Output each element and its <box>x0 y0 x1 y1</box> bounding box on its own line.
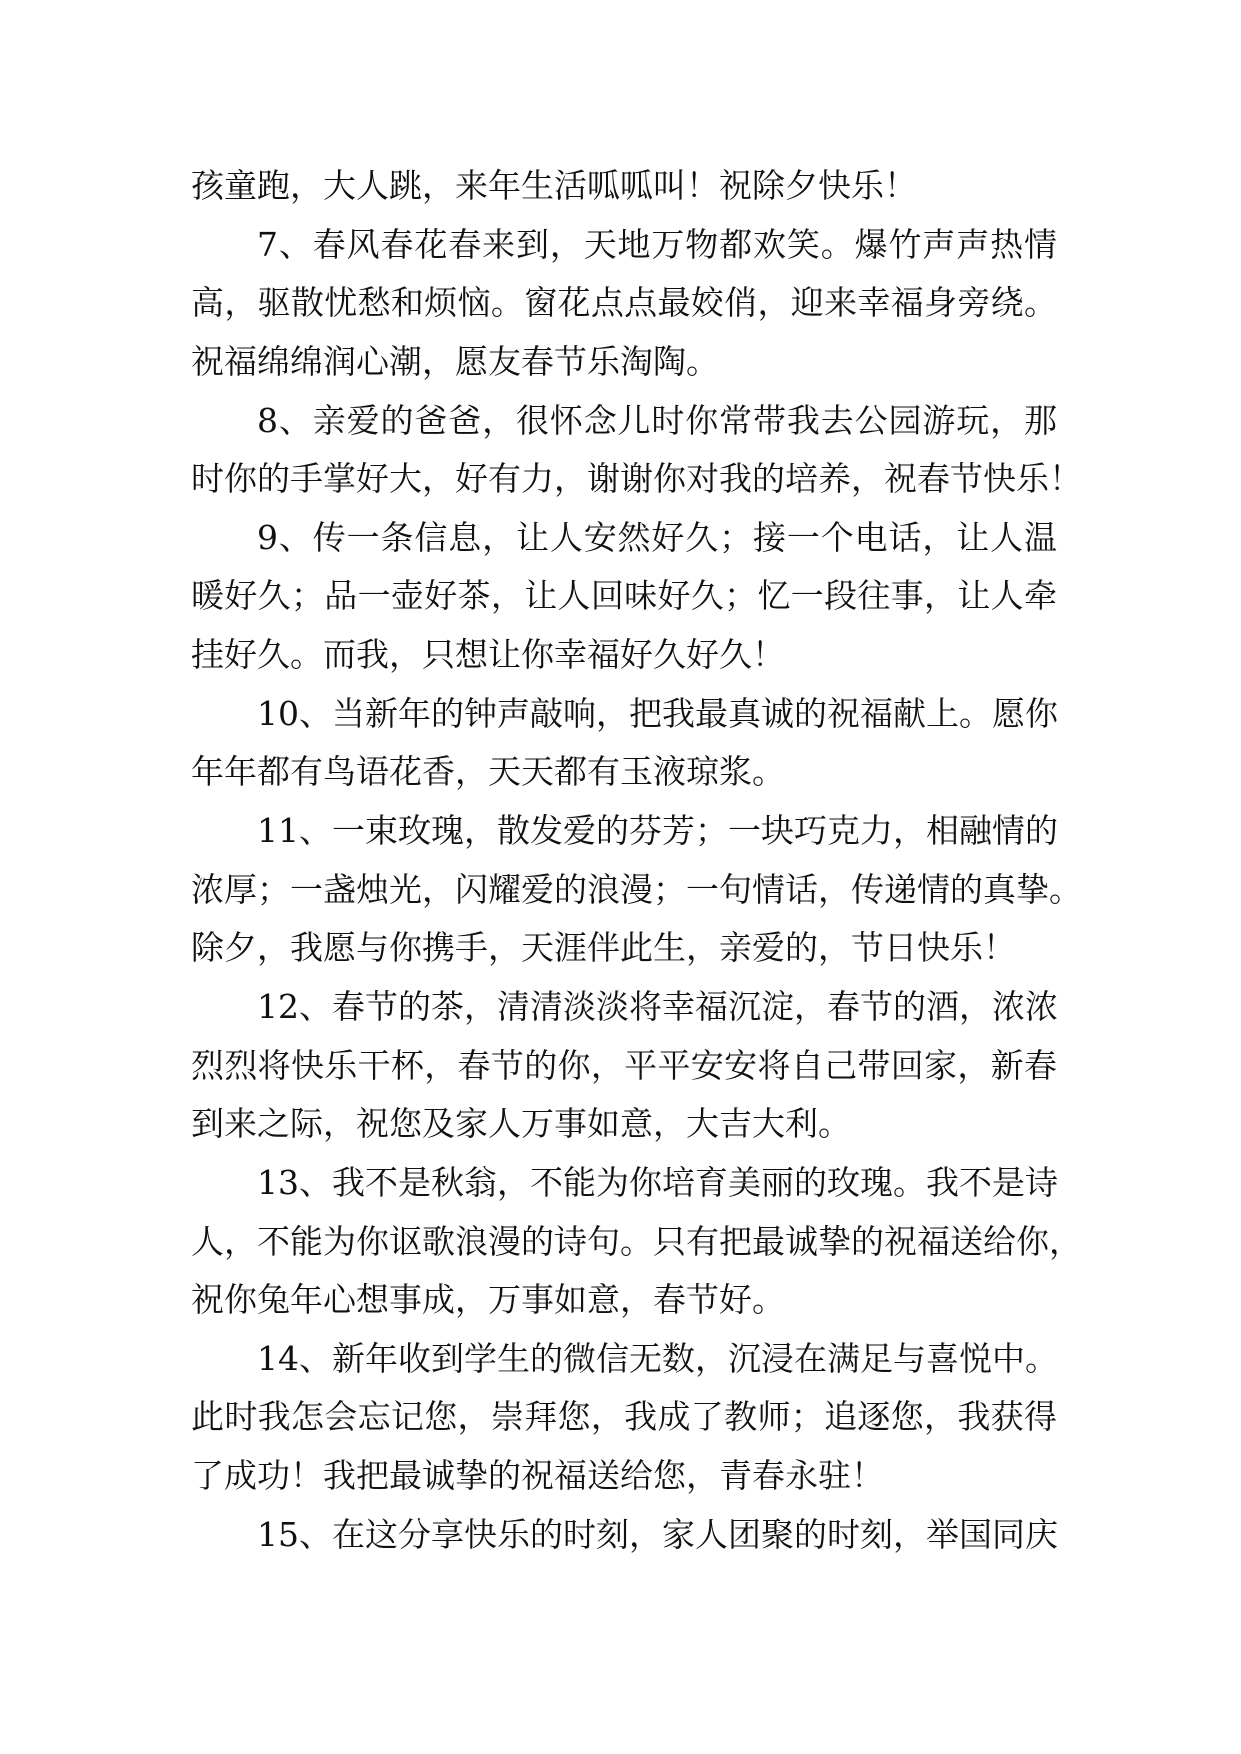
text-line: 人，不能为你讴歌浪漫的诗句。只有把最诚挚的祝福送给你， <box>191 1221 1082 1261</box>
text-line: 10、当新年的钟声敲响，把我最真诚的祝福献上。愿你 <box>257 693 1058 733</box>
text-line: 到来之际，祝您及家人万事如意，大吉大利。 <box>191 1104 851 1144</box>
paragraph-12 <box>191 978 1057 1154</box>
paragraph-7 <box>191 216 1057 392</box>
text-line: 除夕，我愿与你携手，天涯伴此生，亲爱的，节日快乐！ <box>191 928 1016 968</box>
paragraph-14 <box>191 1330 1057 1506</box>
body-text <box>191 157 1082 1564</box>
text-line: 烈烈将快乐干杯，春节的你，平平安安将自己带回家，新春 <box>191 1045 1057 1085</box>
paragraph-8 <box>191 392 1082 509</box>
text-line: 了成功！我把最诚挚的祝福送给您，青春永驻！ <box>191 1456 884 1496</box>
text-line: 年年都有鸟语花香，天天都有玉液琼浆。 <box>191 752 785 792</box>
text-line: 8、亲爱的爸爸，很怀念儿时你常带我去公园游玩，那 <box>257 400 1057 440</box>
text-line: 12、春节的茶，清清淡淡将幸福沉淀，春节的酒，浓浓 <box>257 986 1058 1026</box>
text-line: 9、传一条信息，让人安然好久；接一个电话，让人温 <box>257 517 1057 557</box>
paragraph-15 <box>191 1506 1057 1565</box>
text-line: 挂好久。而我，只想让你幸福好久好久！ <box>191 635 785 675</box>
text-line: 13、我不是秋翁，不能为你培育美丽的玫瑰。我不是诗 <box>257 1162 1058 1202</box>
text-line: 祝你兔年心想事成，万事如意，春节好。 <box>191 1280 785 1320</box>
paragraph-continuation <box>191 157 1057 216</box>
paragraph-9 <box>191 509 1057 685</box>
text-line: 时你的手掌好大，好有力，谢谢你对我的培养，祝春节快乐！ <box>191 459 1082 499</box>
text-line: 高，驱散忧愁和烦恼。窗花点点最姣俏，迎来幸福身旁绕。 <box>191 283 1057 323</box>
text-line: 14、新年收到学生的微信无数，沉浸在满足与喜悦中。 <box>257 1338 1058 1378</box>
paragraph-10 <box>191 685 1057 802</box>
text-line: 浓厚；一盏烛光，闪耀爱的浪漫；一句情话，传递情的真挚。 <box>191 869 1082 909</box>
text-line: 此时我怎会忘记您，崇拜您，我成了教师；追逐您，我获得 <box>191 1397 1057 1437</box>
paragraph-13 <box>191 1154 1082 1330</box>
text-line: 祝福绵绵润心潮，愿友春节乐淘陶。 <box>191 341 719 381</box>
text-line: 暖好久；品一壶好茶，让人回味好久；忆一段往事，让人牵 <box>191 576 1057 616</box>
text-line: 15、在这分享快乐的时刻，家人团聚的时刻，举国同庆 <box>257 1514 1058 1554</box>
text-line: 孩童跑，大人跳，来年生活呱呱叫！祝除夕快乐！ <box>191 166 917 205</box>
paragraph-11 <box>191 802 1082 978</box>
text-line: 7、春风春花春来到，天地万物都欢笑。爆竹声声热情 <box>257 224 1057 264</box>
text-line: 11、一束玫瑰，散发爱的芬芳；一块巧克力，相融情的 <box>257 811 1058 851</box>
